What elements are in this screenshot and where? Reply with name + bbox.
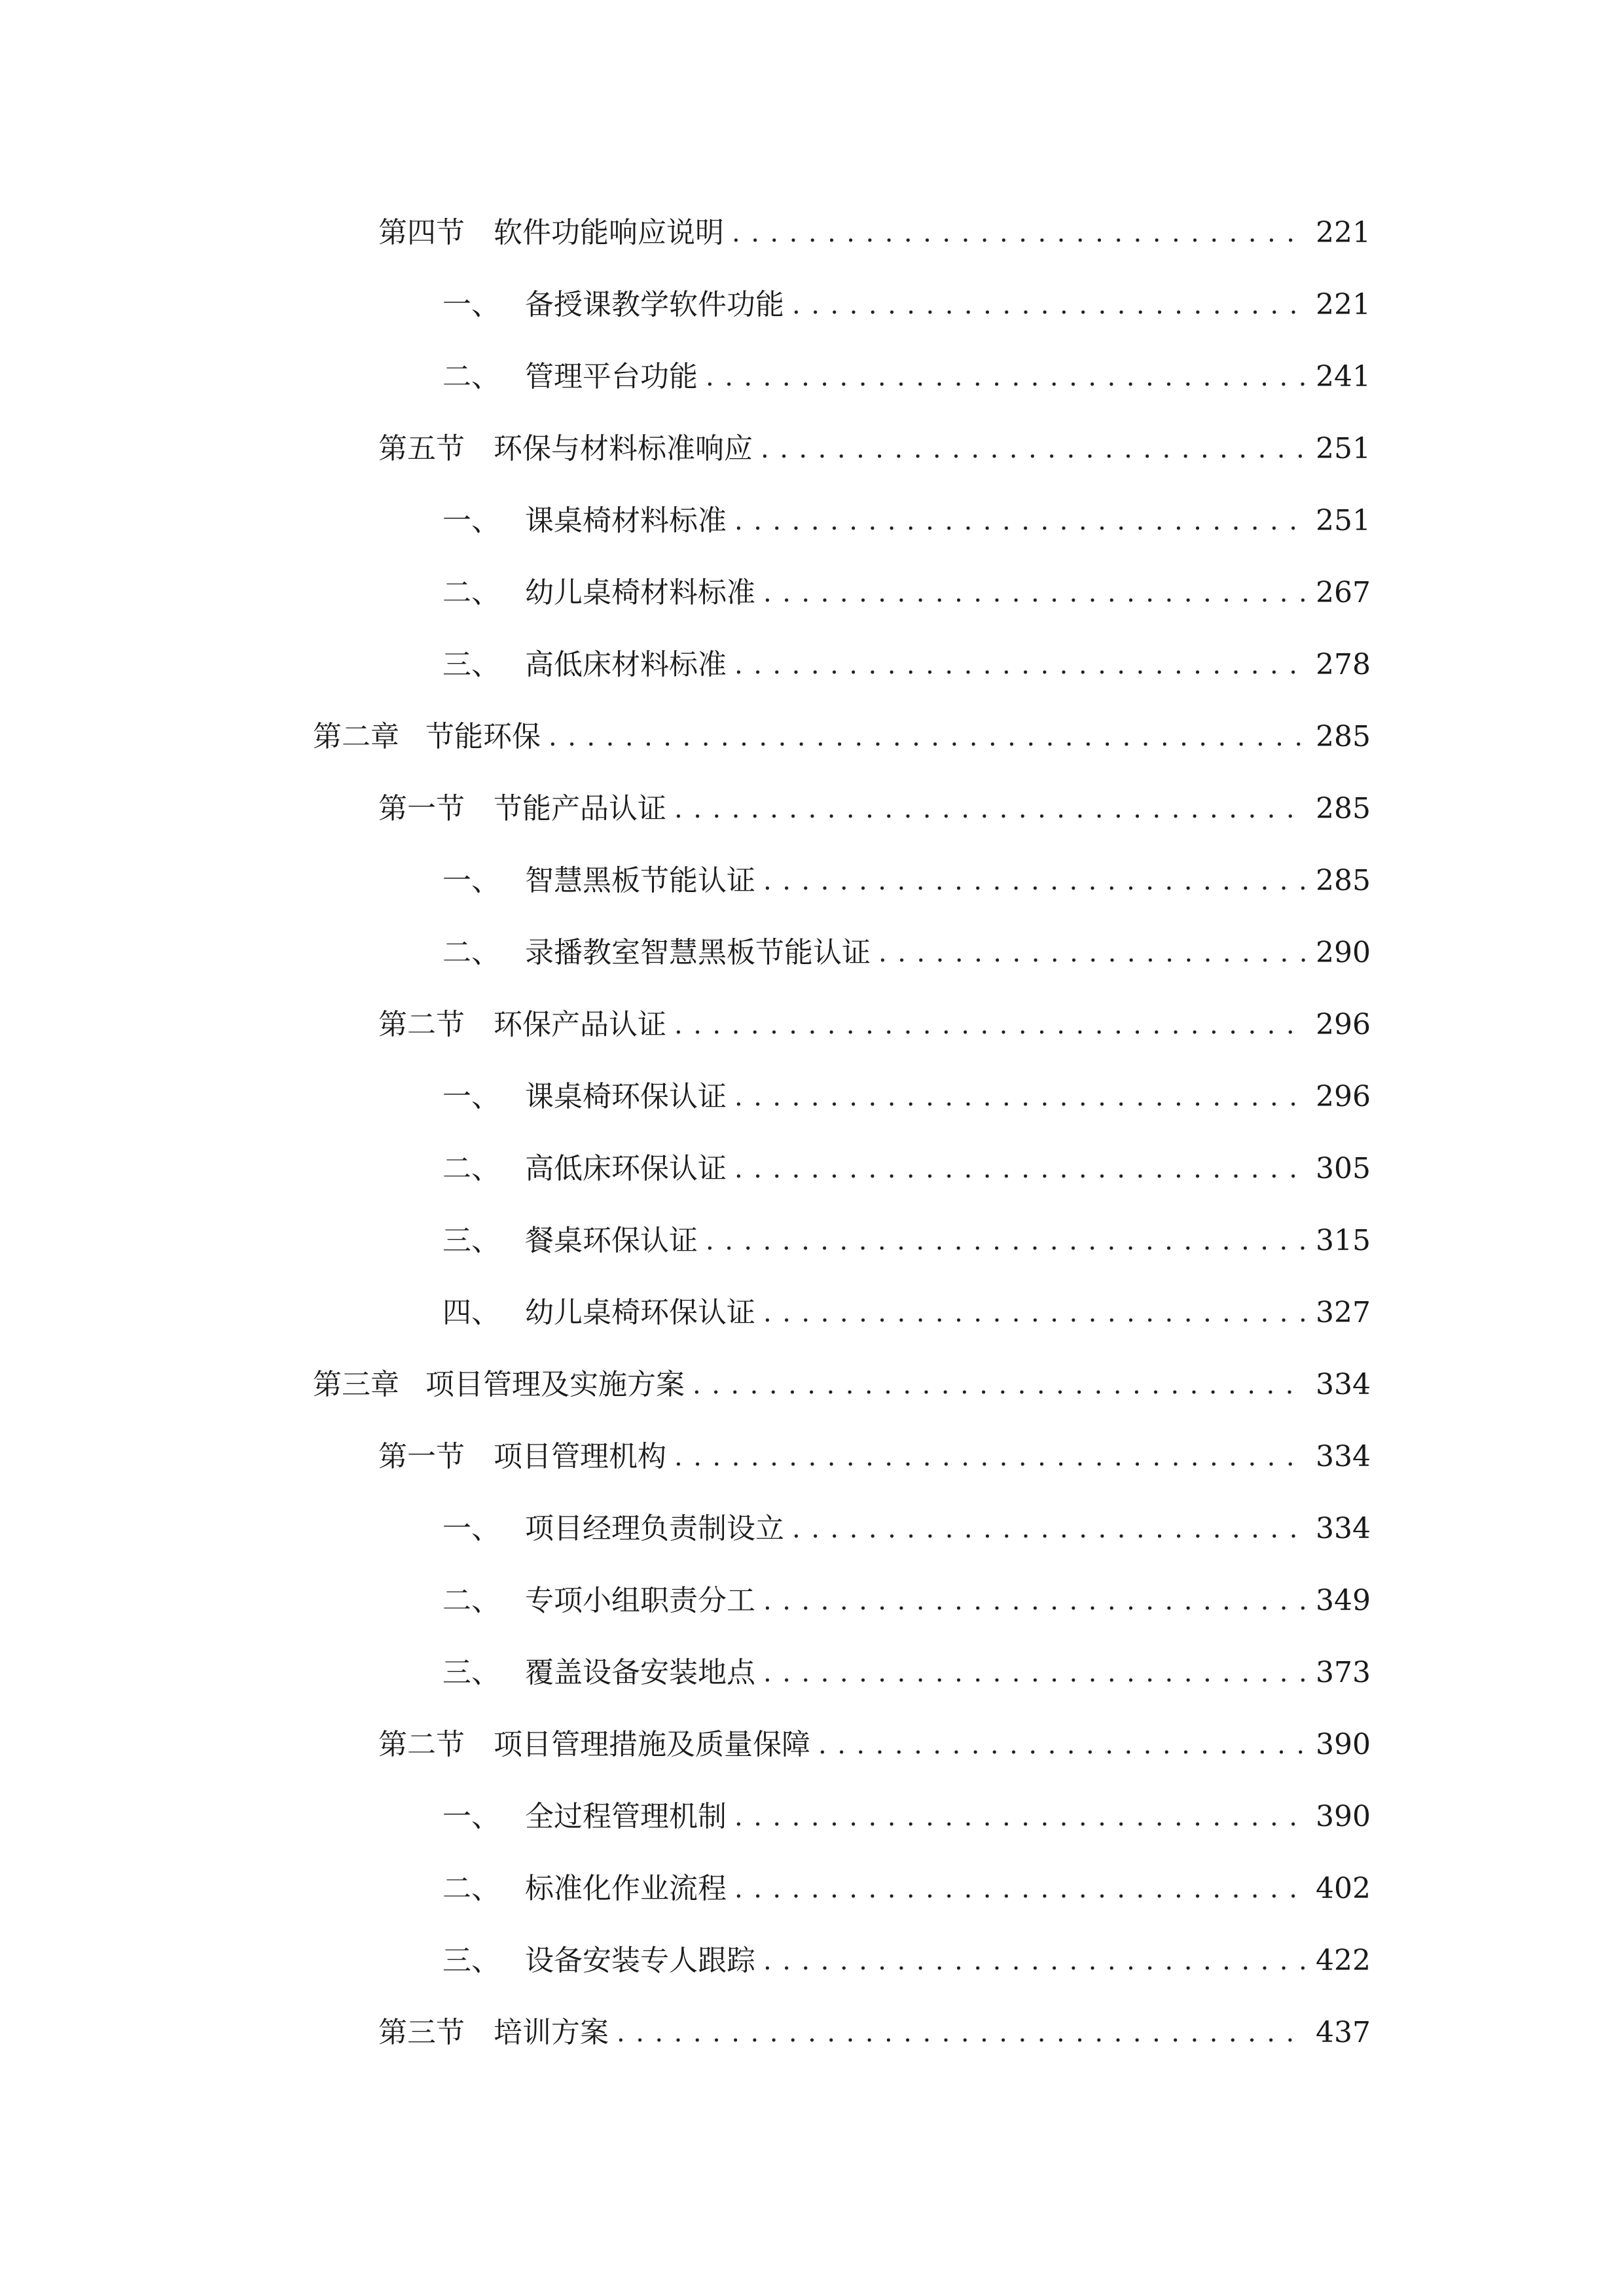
toc-entry-section[interactable] — [378, 423, 1371, 469]
toc-entry-page-number: 296 — [1316, 1008, 1371, 1041]
toc-entry-item[interactable] — [442, 1287, 1371, 1333]
toc-entry-page-number: 285 — [1316, 792, 1371, 825]
dot-leader — [878, 933, 1307, 973]
toc-entry-title: 节能环保 — [425, 720, 541, 753]
toc-entry-number: 四、 — [442, 1296, 500, 1329]
toc-entry-page-number: 334 — [1316, 1440, 1371, 1473]
toc-entry-title: 设备安装专人跟踪 — [525, 1944, 755, 1977]
toc-entry-page-number: 437 — [1316, 2016, 1371, 2049]
toc-entry-number: 第二节 — [378, 1008, 465, 1041]
toc-entry-number: 三、 — [442, 648, 500, 681]
toc-entry-number: 第二节 — [378, 1728, 465, 1761]
dot-leader — [674, 1005, 1307, 1045]
toc-entry-title: 备授课教学软件功能 — [525, 288, 784, 321]
toc-entry-number: 二、 — [442, 360, 500, 393]
dot-leader — [734, 1077, 1307, 1117]
dot-leader — [706, 357, 1307, 397]
toc-entry-chapter[interactable] — [313, 711, 1371, 757]
dot-leader — [761, 429, 1307, 469]
dot-leader — [706, 1221, 1307, 1261]
toc-entry-section[interactable] — [378, 1431, 1371, 1477]
toc-entry-section[interactable] — [378, 783, 1371, 829]
toc-entry-title: 专项小组职责分工 — [525, 1584, 755, 1617]
toc-entry-title: 节能产品认证 — [494, 792, 666, 825]
toc-entry-section[interactable] — [378, 2007, 1371, 2053]
dot-leader — [734, 501, 1307, 541]
toc-entry-number: 三、 — [442, 1224, 500, 1257]
toc-entry-page-number: 422 — [1316, 1944, 1371, 1977]
toc-entry-title: 环保与材料标准响应 — [494, 432, 753, 465]
toc-entry-title: 智慧黑板节能认证 — [525, 864, 755, 897]
toc-entry-title: 高低床材料标准 — [525, 648, 727, 681]
toc-entry-item[interactable] — [442, 1215, 1371, 1261]
toc-entry-item[interactable] — [442, 1575, 1371, 1621]
dot-leader — [674, 1437, 1307, 1477]
dot-leader — [792, 285, 1307, 325]
toc-entry-page-number: 285 — [1316, 720, 1371, 753]
toc-entry-title: 项目管理措施及质量保障 — [494, 1728, 810, 1761]
toc-entry-page-number: 315 — [1316, 1224, 1371, 1257]
toc-entry-number: 第三节 — [378, 2016, 465, 2049]
toc-entry-section[interactable] — [378, 1719, 1371, 1765]
toc-entry-page-number: 285 — [1316, 864, 1371, 897]
toc-entry-item[interactable] — [442, 927, 1371, 973]
toc-entry-title: 幼儿桌椅材料标准 — [525, 576, 755, 609]
toc-entry-page-number: 349 — [1316, 1584, 1371, 1617]
toc-entry-title: 管理平台功能 — [525, 360, 698, 393]
toc-entry-title: 课桌椅环保认证 — [525, 1080, 727, 1113]
toc-entry-section[interactable] — [378, 999, 1371, 1045]
toc-entry-item[interactable] — [442, 495, 1371, 541]
toc-entry-page-number: 296 — [1316, 1080, 1371, 1113]
toc-entry-page-number: 251 — [1316, 432, 1371, 465]
toc-entry-item[interactable] — [442, 1503, 1371, 1549]
toc-entry-title: 餐桌环保认证 — [525, 1224, 698, 1257]
toc-entry-number: 第一节 — [378, 1440, 465, 1473]
toc-entry-item[interactable] — [442, 1071, 1371, 1117]
toc-entry-section[interactable] — [378, 207, 1371, 253]
dot-leader — [763, 1581, 1307, 1621]
dot-leader — [732, 213, 1307, 253]
toc-entry-title: 幼儿桌椅环保认证 — [525, 1296, 755, 1329]
toc-entry-number: 二、 — [442, 1152, 500, 1185]
toc-entry-title: 环保产品认证 — [494, 1008, 666, 1041]
toc-entry-title: 课桌椅材料标准 — [525, 504, 727, 537]
dot-leader — [734, 645, 1307, 685]
toc-entry-page-number: 327 — [1316, 1296, 1371, 1329]
toc-entry-number: 二、 — [442, 936, 500, 969]
toc-entry-item[interactable] — [442, 1863, 1371, 1909]
toc-entry-item[interactable] — [442, 351, 1371, 397]
toc-entry-page-number: 221 — [1316, 216, 1371, 249]
toc-entry-number: 第三章 — [313, 1368, 399, 1401]
toc-entry-title: 高低床环保认证 — [525, 1152, 727, 1185]
toc-entry-number: 第二章 — [313, 720, 399, 753]
toc-entry-number: 一、 — [442, 1080, 500, 1113]
dot-leader — [763, 573, 1307, 613]
toc-entry-page-number: 290 — [1316, 936, 1371, 969]
toc-entry-number: 三、 — [442, 1944, 500, 1977]
toc-entry-number: 一、 — [442, 288, 500, 321]
toc-entry-page-number: 373 — [1316, 1656, 1371, 1689]
toc-entry-title: 项目管理及实施方案 — [425, 1368, 685, 1401]
toc-entry-page-number: 305 — [1316, 1152, 1371, 1185]
toc-entry-number: 一、 — [442, 1512, 500, 1545]
toc-entry-page-number: 334 — [1316, 1512, 1371, 1545]
toc-entry-item[interactable] — [442, 1647, 1371, 1693]
toc-entry-page-number: 334 — [1316, 1368, 1371, 1401]
toc-entry-page-number: 221 — [1316, 288, 1371, 321]
toc-entry-page-number: 390 — [1316, 1728, 1371, 1761]
dot-leader — [734, 1869, 1307, 1909]
toc-entry-title: 标准化作业流程 — [525, 1872, 727, 1905]
toc-entry-number: 三、 — [442, 1656, 500, 1689]
toc-entry-title: 培训方案 — [494, 2016, 609, 2049]
toc-entry-chapter[interactable] — [313, 1359, 1371, 1405]
toc-entry-number: 第一节 — [378, 792, 465, 825]
toc-entry-page-number: 402 — [1316, 1872, 1371, 1905]
dot-leader — [549, 717, 1307, 757]
toc-entry-page-number: 241 — [1316, 360, 1371, 393]
dot-leader — [734, 1797, 1307, 1837]
toc-entry-item[interactable] — [442, 1791, 1371, 1837]
dot-leader — [763, 861, 1307, 901]
toc-entry-number: 二、 — [442, 1872, 500, 1905]
dot-leader — [792, 1509, 1307, 1549]
toc-entry-number: 一、 — [442, 504, 500, 537]
dot-leader — [693, 1365, 1307, 1405]
dot-leader — [734, 1149, 1307, 1189]
toc-entry-title: 项目管理机构 — [494, 1440, 666, 1473]
toc-entry-item[interactable] — [442, 279, 1371, 325]
toc-entry-number: 第五节 — [378, 432, 465, 465]
toc-entry-item[interactable] — [442, 567, 1371, 613]
toc-entry-page-number: 251 — [1316, 504, 1371, 537]
toc-entry-title: 项目经理负责制设立 — [525, 1512, 784, 1545]
toc-entry-title: 覆盖设备安装地点 — [525, 1656, 755, 1689]
toc-entry-page-number: 278 — [1316, 648, 1371, 681]
toc-entry-page-number: 390 — [1316, 1800, 1371, 1833]
toc-entry-number: 第四节 — [378, 216, 465, 249]
toc-entry-number: 一、 — [442, 1800, 500, 1833]
toc-entry-item[interactable] — [442, 1143, 1371, 1189]
toc-entry-title: 全过程管理机制 — [525, 1800, 727, 1833]
dot-leader — [674, 789, 1307, 829]
toc-entry-page-number: 267 — [1316, 576, 1371, 609]
toc-entry-title: 软件功能响应说明 — [494, 216, 724, 249]
toc-entry-number: 一、 — [442, 864, 500, 897]
dot-leader — [763, 1653, 1307, 1693]
toc-entry-item[interactable] — [442, 1935, 1371, 1981]
toc-entry-number: 二、 — [442, 1584, 500, 1617]
dot-leader — [617, 2013, 1307, 2053]
dot-leader — [763, 1293, 1307, 1333]
toc-entry-item[interactable] — [442, 639, 1371, 685]
toc-entry-item[interactable] — [442, 855, 1371, 901]
toc-entry-title: 录播教室智慧黑板节能认证 — [525, 936, 871, 969]
toc-entry-number: 二、 — [442, 576, 500, 609]
dot-leader — [763, 1941, 1307, 1981]
dot-leader — [818, 1725, 1307, 1765]
